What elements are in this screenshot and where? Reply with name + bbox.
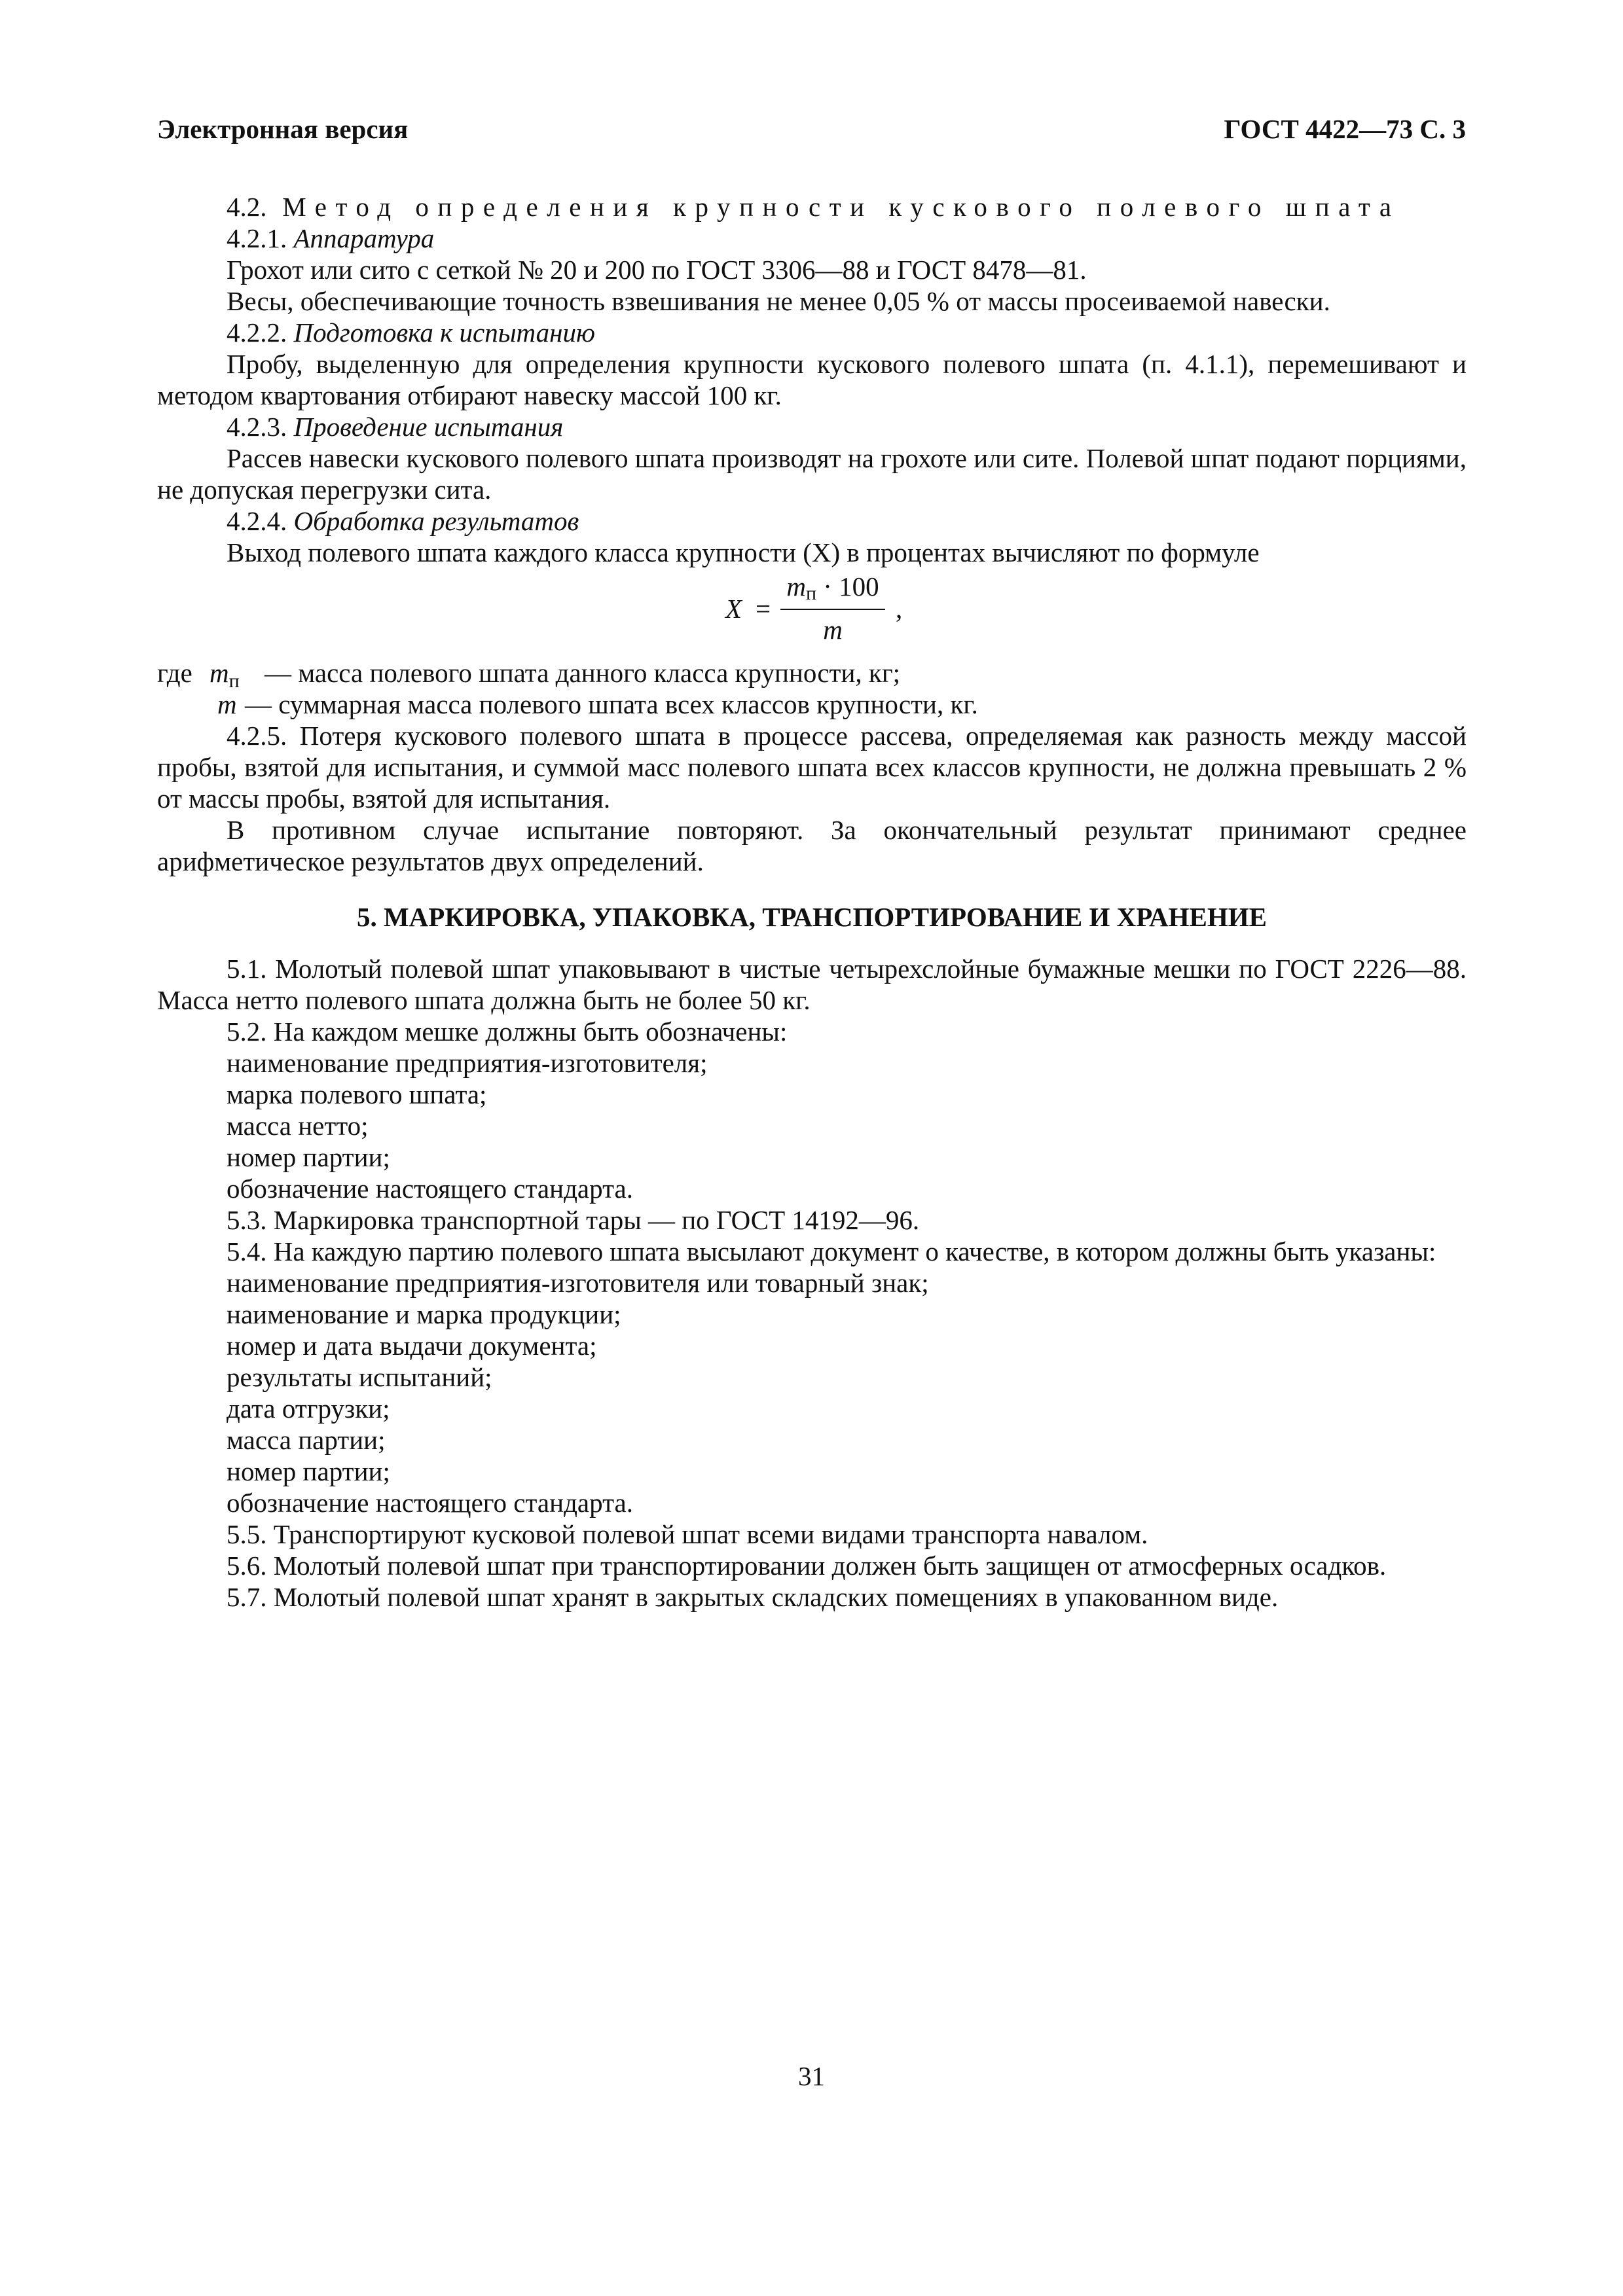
where-desc-2: — суммарная масса полевого шпата всех классов крупности, кг. [245, 689, 978, 719]
list-5-2-item: номер партии; [227, 1142, 390, 1172]
list-5-4-item: дата отгрузки; [227, 1393, 390, 1424]
list-5-4-item: номер партии; [227, 1456, 390, 1486]
paragraph-5-7: 5.7. Молотый полевой шпат хранят в закрытых складских помещениях в упакованном виде. [227, 1582, 1279, 1612]
document-body [157, 191, 1467, 1613]
where-symbol-1-sub: п [228, 670, 240, 692]
paragraph-5-5: 5.5. Транспортируют кусковой полевой шпат всеми видами транспорта навалом. [227, 1519, 1148, 1549]
formula-numerator-sub: п [805, 583, 816, 604]
list-5-4-item: наименование и марка продукции; [227, 1299, 621, 1329]
formula-denominator: m [823, 615, 843, 645]
section-4-2-1-number: 4.2.1. [227, 223, 287, 253]
where-row-1 [157, 657, 1467, 692]
section-4-2-1-title: Аппаратура [293, 223, 435, 253]
list-5-2-item: наименование предприятия-изготовителя; [227, 1048, 708, 1078]
paragraph-4-2-5-repeat: В противном случае испытание повторяют. За окончательный результат принимают среднее арифметическое результатов двух определений. [157, 815, 1467, 876]
page-number: 31 [798, 2061, 825, 2091]
paragraph-4-2-1-scales: Весы, обеспечивающие точность взвешивания не менее 0,05 % от массы просеиваемой навески. [227, 286, 1330, 316]
list-5-4-item: наименование предприятия-изготовителя или товарный знак; [227, 1268, 929, 1298]
list-5-4-item: номер и дата выдачи документа; [227, 1331, 597, 1361]
list-5-2-item: обозначение настоящего стандарта. [227, 1174, 633, 1204]
formula-lhs: X [725, 594, 742, 624]
section-4-2-4-heading [157, 505, 1467, 537]
section-4-2-1-heading [157, 223, 1467, 254]
formula-fraction-bar [780, 609, 885, 610]
list-5-2-item: масса нетто; [227, 1111, 369, 1141]
section-4-2-title: Метод определения крупности кускового полевого шпата [282, 192, 1400, 222]
formula-numerator [780, 571, 885, 605]
paragraph-5-4: 5.4. На каждую партию полевого шпата высылают документ о качестве, в котором должны быть указаны: [227, 1236, 1436, 1266]
yield-formula [157, 571, 1467, 652]
paragraph-4-2-2: Пробу, выделенную для определения крупности кускового полевого шпата (п. 4.1.1), перемешивают и методом квартования отбирают навеску массой 100 кг. [157, 349, 1467, 410]
paragraph-5-2: 5.2. На каждом мешке должны быть обозначены: [227, 1016, 788, 1047]
section-4-2-2-heading [157, 317, 1467, 348]
section-4-2-2-number: 4.2.2. [227, 317, 287, 348]
where-row-2 [157, 689, 1467, 720]
section-4-2-4-number: 4.2.4. [227, 506, 287, 536]
section-5-title: 5. МАРКИРОВКА, УПАКОВКА, ТРАНСПОРТИРОВАНИЕ И ХРАНЕНИЕ [356, 902, 1267, 932]
paragraph-5-3: 5.3. Маркировка транспортной тары — по ГОСТ 14192—96. [227, 1205, 920, 1235]
section-4-2-number: 4.2. [227, 192, 267, 222]
formula-numerator-var: m [786, 571, 806, 601]
section-4-2-2-title: Подготовка к испытанию [293, 317, 595, 348]
where-desc-1: — масса полевого шпата данного класса крупности, кг; [264, 658, 901, 688]
header-left-label: Электронная версия [157, 114, 409, 144]
section-4-2-3-heading [157, 411, 1467, 442]
formula-equals: = [756, 594, 771, 624]
list-5-4-item: масса партии; [227, 1425, 386, 1455]
section-4-2-3-number: 4.2.3. [227, 412, 287, 442]
header-right-label: ГОСТ 4422—73 С. 3 [1224, 114, 1466, 144]
formula-numerator-rest: · 100 [816, 571, 879, 601]
paragraph-4-2-1-sieve: Грохот или сито с сеткой № 20 и 200 по ГОСТ 3306—88 и ГОСТ 8478—81. [227, 255, 1087, 285]
where-symbol-1 [210, 657, 240, 692]
paragraph-4-2-4: Выход полевого шпата каждого класса крупности (X) в процентах вычисляют по формуле [227, 537, 1260, 567]
section-4-2-heading [157, 191, 1467, 223]
paragraph-4-2-3: Рассев навески кускового полевого шпата производят на грохоте или сите. Полевой шпат подают порциями, не допуская перегрузки сита. [157, 443, 1467, 505]
where-symbol-2: m [217, 689, 237, 719]
section-4-2-4-title: Обработка результатов [293, 506, 579, 536]
section-4-2-3-title: Проведение испытания [293, 412, 564, 442]
paragraph-4-2-5: 4.2.5. Потеря кускового полевого шпата в процессе рассева, определяемая как разность между массой пробы, взятой для испытания, и суммой масс полевого шпата всех классов крупности, не должна превышать 2 % от массы пробы, взятой для испытания. [157, 721, 1467, 814]
list-5-2-item: марка полевого шпата; [227, 1079, 487, 1109]
list-5-4-item: результаты испытаний; [227, 1362, 492, 1392]
where-label: где [157, 658, 192, 688]
list-5-4-item: обозначение настоящего стандарта. [227, 1488, 633, 1518]
paragraph-5-6: 5.6. Молотый полевой шпат при транспортировании должен быть защищен от атмосферных осадков. [227, 1551, 1387, 1581]
formula-comma: , [896, 594, 903, 624]
where-symbol-1-var: m [210, 658, 229, 688]
paragraph-5-1: 5.1. Молотый полевой шпат упаковывают в чистые четырехслойные бумажные мешки по ГОСТ 2226—88. Масса нетто полевого шпата должна быть не более 50 кг. [157, 954, 1467, 1015]
